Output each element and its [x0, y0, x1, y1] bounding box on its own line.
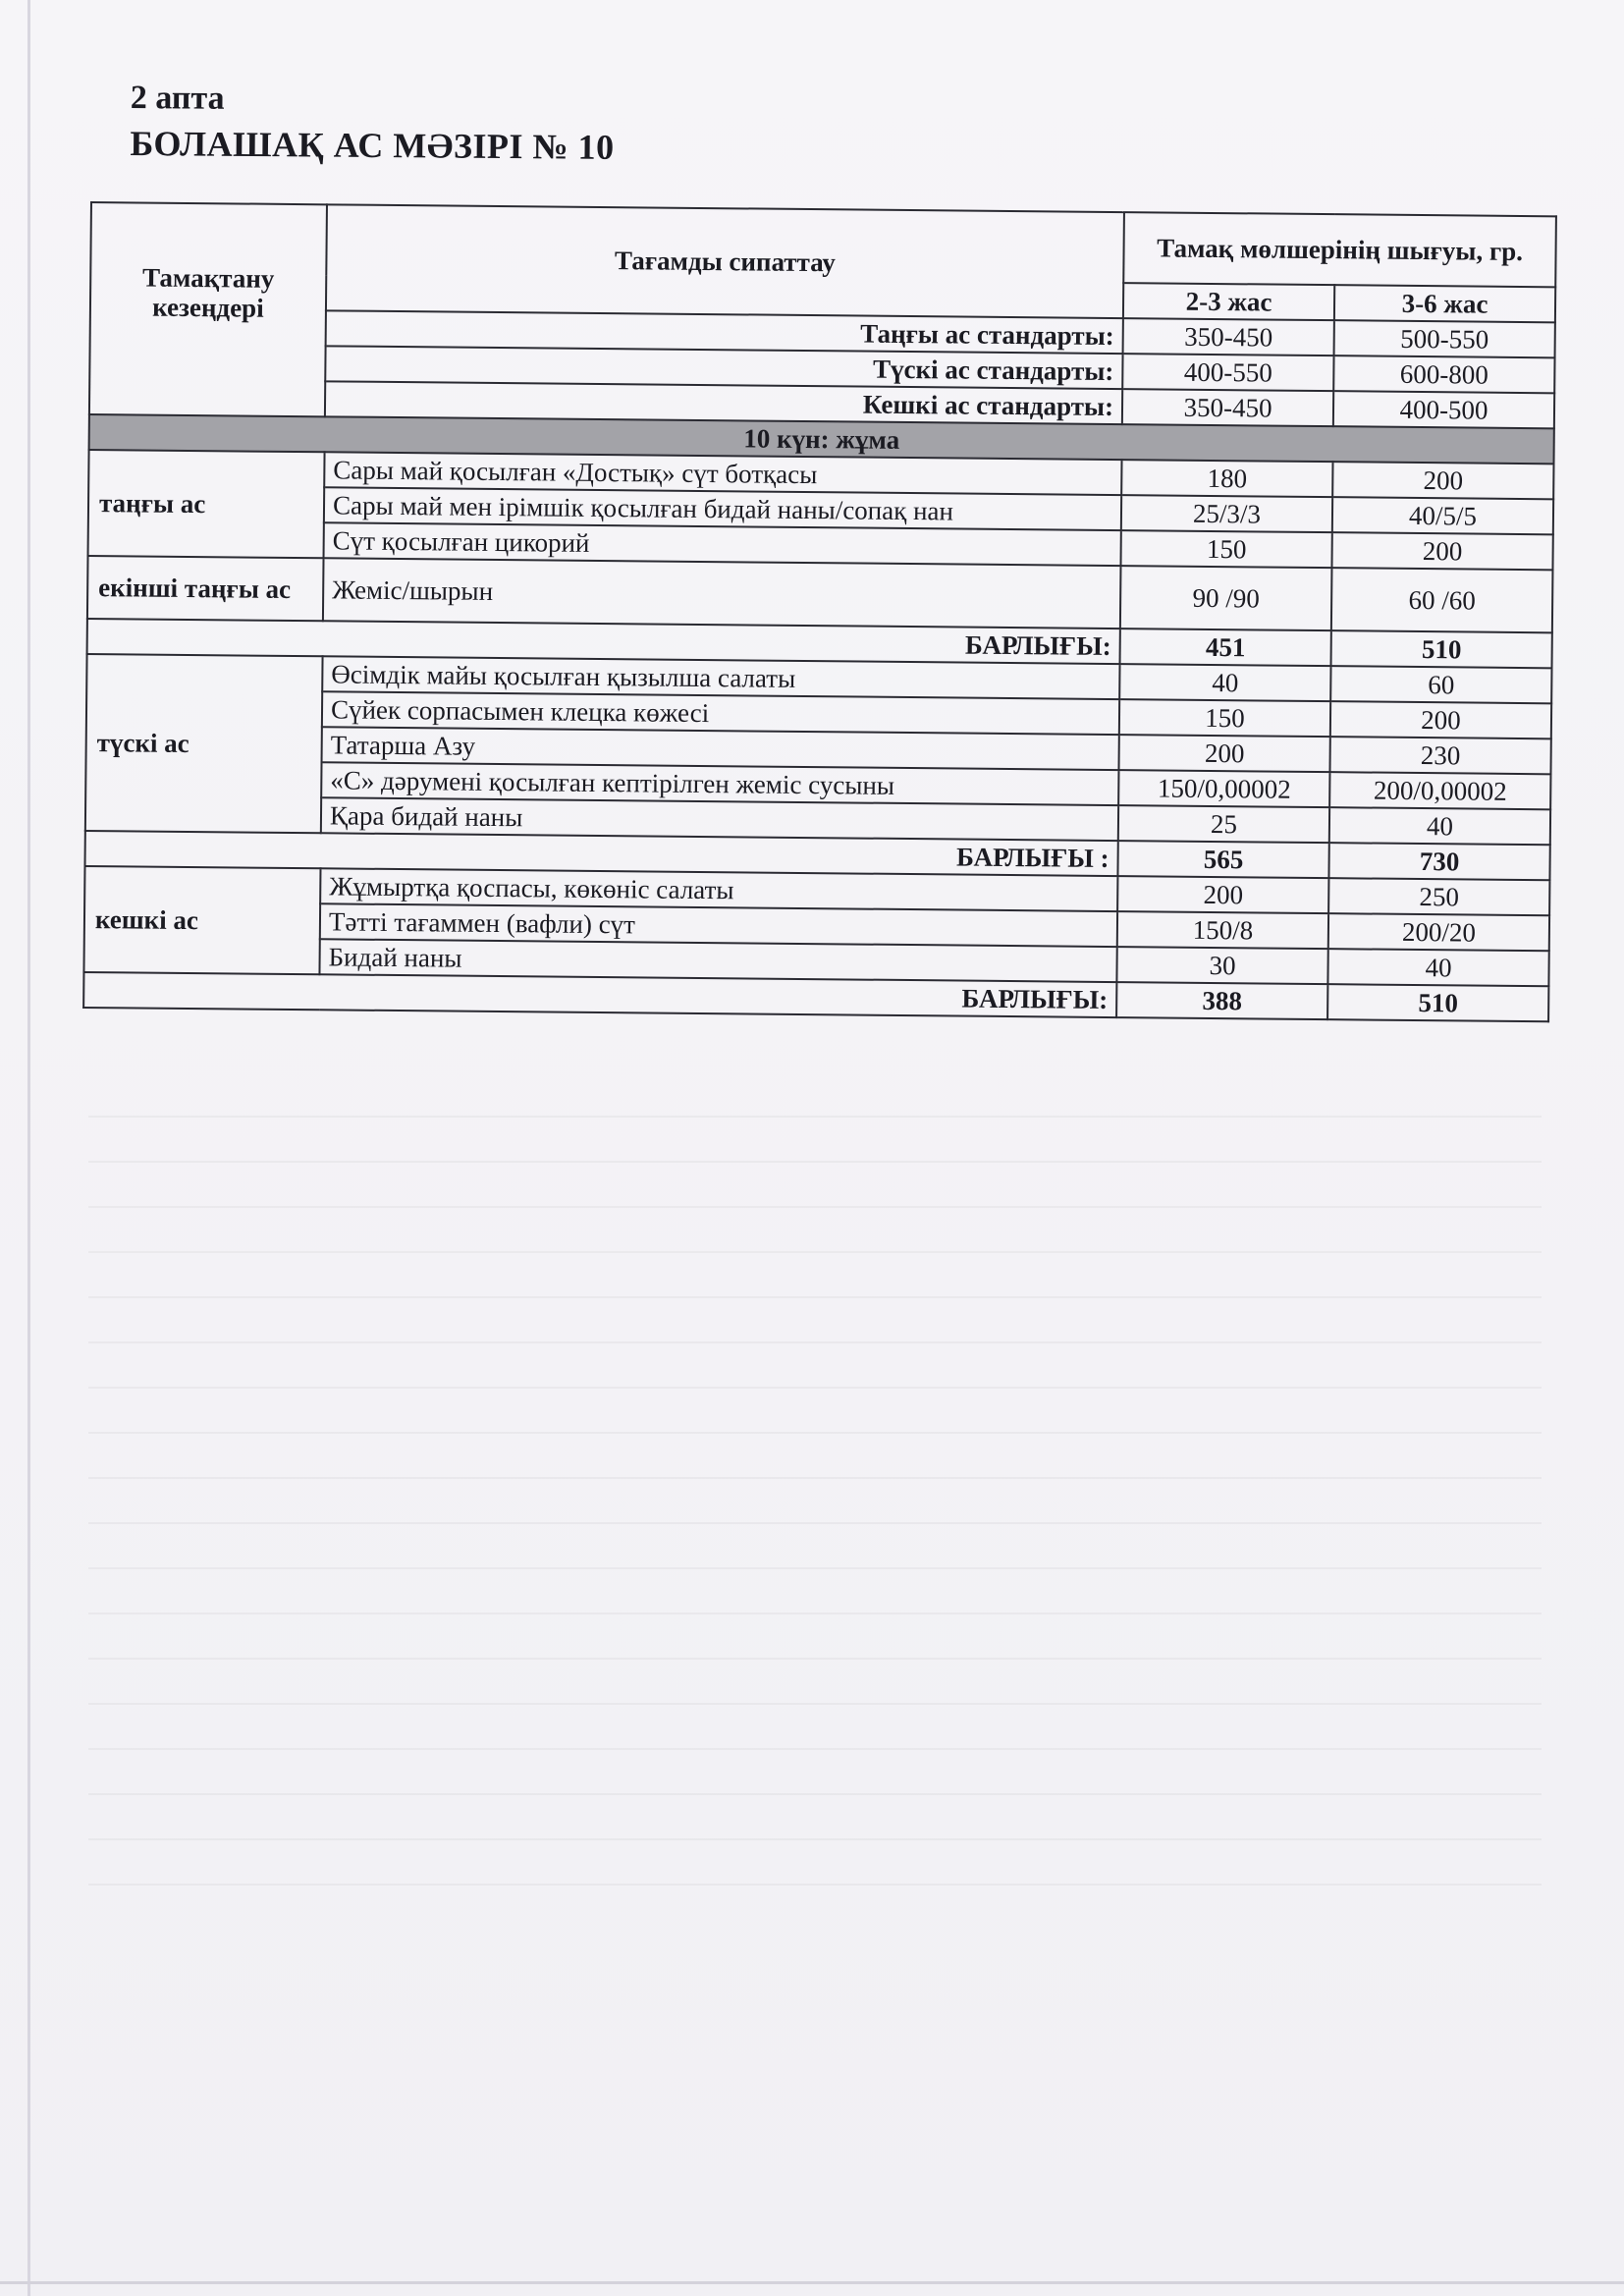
day-banner: 10 күн: жұма	[89, 414, 1554, 464]
col-description-header: Тағамды сипаттау	[326, 204, 1124, 318]
week-label: 2 апта	[130, 79, 225, 117]
standard-label: Кешкі ас стандарты:	[325, 381, 1122, 424]
dish-name: Бидай наны	[319, 939, 1116, 982]
standard-label: Таңғы ас стандарты:	[326, 310, 1123, 354]
period-breakfast: таңғы ас	[88, 450, 325, 558]
dish-qty-3-6: 40	[1327, 949, 1548, 986]
dish-name: Татарша Азу	[322, 727, 1119, 770]
period-second-breakfast: екінші таңғы ас	[87, 556, 324, 621]
period-lunch: түскі ас	[85, 654, 323, 833]
total-2-3: 451	[1120, 629, 1331, 666]
header-row	[90, 202, 1556, 287]
dish-qty-3-6: 200	[1330, 701, 1551, 738]
dish-qty-3-6: 250	[1328, 878, 1549, 915]
menu-table	[82, 201, 1557, 1022]
dish-qty-3-6: 60	[1330, 666, 1551, 703]
bleed-through-shadow	[88, 1100, 1542, 1886]
dish-qty-3-6: 200/20	[1328, 913, 1549, 951]
menu-title: БОЛАШАҚ АС МӘЗІРІ № 10	[130, 123, 615, 167]
menu-table-container	[82, 201, 1555, 1022]
age-3-6-header: 3-6 жас	[1334, 285, 1555, 322]
scan-edge	[27, 0, 30, 2296]
dish-qty-3-6: 200	[1331, 532, 1552, 570]
dish-qty-3-6: 40	[1329, 807, 1550, 845]
dish-name: Жеміс/шырын	[323, 558, 1121, 629]
standard-value-2-3: 350-450	[1122, 389, 1333, 426]
total-2-3: 565	[1117, 841, 1328, 878]
col-period-header: Тамақтану кезеңдері	[89, 202, 327, 416]
dish-qty-2-3: 40	[1119, 664, 1330, 701]
dish-qty-2-3: 150/8	[1117, 911, 1328, 949]
standard-value-2-3: 350-450	[1123, 318, 1334, 355]
age-2-3-header: 2-3 жас	[1123, 283, 1334, 320]
total-label: БАРЛЫҒЫ :	[85, 831, 1118, 876]
dish-name: Сары май мен ірімшік қосылған бидай наны/сопақ нан	[324, 487, 1121, 530]
dish-name: Қара бидай наны	[321, 797, 1118, 841]
dish-name: Сары май қосылған «Достық» сүт ботқасы	[324, 452, 1121, 495]
standard-value-3-6: 500-550	[1334, 320, 1555, 357]
standard-value-3-6: 400-500	[1333, 391, 1554, 428]
total-3-6: 730	[1328, 843, 1549, 880]
total-3-6: 510	[1331, 630, 1552, 668]
total-3-6: 510	[1327, 984, 1548, 1021]
document-heading	[130, 77, 615, 171]
dish-qty-2-3: 90 /90	[1120, 566, 1332, 630]
dish-qty-3-6: 40/5/5	[1332, 497, 1553, 534]
total-label: БАРЛЫҒЫ:	[87, 619, 1120, 664]
total-2-3: 388	[1116, 982, 1327, 1019]
dish-qty-2-3: 25	[1118, 805, 1329, 843]
dish-qty-3-6: 200/0,00002	[1329, 772, 1550, 809]
dish-qty-2-3: 200	[1118, 735, 1329, 772]
scan-bottom-edge	[0, 2281, 1624, 2284]
standard-value-2-3: 400-550	[1122, 354, 1333, 391]
dish-name: Жұмыртқа қоспасы, көкөніс салаты	[320, 868, 1117, 911]
dish-qty-3-6: 230	[1329, 737, 1550, 774]
standard-value-3-6: 600-800	[1333, 355, 1554, 393]
dish-qty-2-3: 180	[1121, 460, 1332, 497]
dish-name: Өсімдік майы қосылған қызылша салаты	[322, 656, 1119, 699]
dish-name: «С» дәрумені қосылған кептірілген жеміс сусыны	[321, 762, 1118, 805]
standard-label: Түскі ас стандарты:	[325, 346, 1122, 389]
dish-name: Тәтті тағаммен (вафли) сүт	[320, 903, 1117, 947]
period-dinner: кешкі ас	[83, 866, 320, 974]
dish-qty-2-3: 25/3/3	[1121, 495, 1332, 532]
dish-qty-3-6: 60 /60	[1331, 568, 1553, 632]
dish-qty-2-3: 30	[1116, 947, 1327, 984]
dish-name: Сүт қосылған цикорий	[324, 522, 1121, 566]
dish-qty-2-3: 150	[1120, 530, 1331, 568]
dish-qty-2-3: 150/0,00002	[1118, 770, 1329, 807]
dish-qty-3-6: 200	[1332, 462, 1553, 499]
dish-qty-2-3: 200	[1117, 876, 1328, 913]
total-label: БАРЛЫҒЫ:	[83, 972, 1116, 1017]
dish-qty-2-3: 150	[1119, 699, 1330, 737]
dish-name: Сүйек сорпасымен клецка көжесі	[322, 691, 1119, 735]
col-quantity-header: Тамақ мөлшерінің шығуы, гр.	[1123, 212, 1556, 287]
